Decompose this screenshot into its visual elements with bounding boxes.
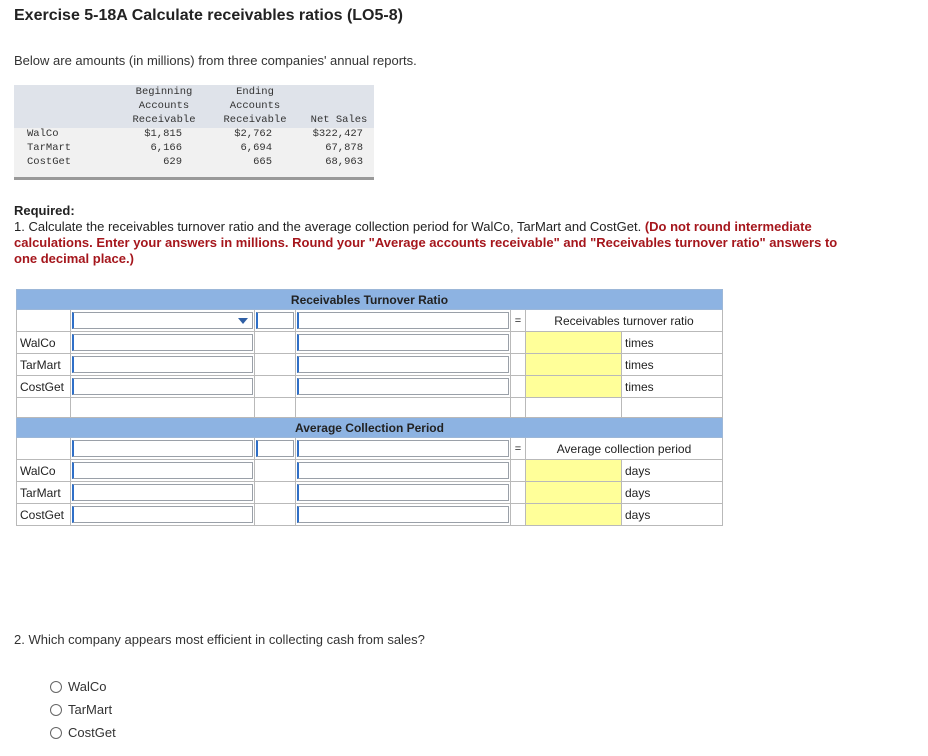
turnover-result-header: Receivables turnover ratio: [526, 310, 723, 332]
turnover-title: Receivables Turnover Ratio: [17, 290, 723, 310]
tarmart-ending-ar: 6,694: [240, 142, 272, 154]
tarmart-collection-numerator[interactable]: [72, 484, 253, 501]
question-2: 2. Which company appears most efficient in collecting cash from sales?: [14, 632, 425, 647]
collection-title: Average Collection Period: [17, 418, 723, 438]
tarmart-collection-denominator[interactable]: [297, 484, 509, 501]
option-costget[interactable]: [50, 725, 116, 740]
collection-unit: days: [622, 460, 723, 482]
collection-denominator-select[interactable]: [297, 440, 509, 457]
col-header-ending-ar: Ending Accounts Receivable: [223, 86, 287, 126]
required-text: 1. Calculate the receivables turnover ratio and the average collection period for WalCo, TarMart and CostGet.: [14, 219, 642, 234]
option-walco[interactable]: [50, 679, 107, 694]
collection-row-company: CostGet: [17, 504, 71, 526]
radio-button[interactable]: [50, 704, 62, 716]
option-label: WalCo: [68, 679, 107, 694]
collection-operator-select[interactable]: [256, 440, 294, 457]
required-label: Required:: [14, 203, 75, 218]
turnover-row-company: CostGet: [17, 376, 71, 398]
tarmart-beginning-ar: 6,166: [150, 142, 182, 154]
required-text-block: [14, 219, 854, 267]
tarmart-denominator-input[interactable]: [297, 356, 509, 373]
costget-turnover-answer[interactable]: [526, 376, 622, 398]
required-instructions: [14, 203, 854, 267]
numerator-select[interactable]: [72, 312, 253, 329]
exercise-title: Exercise 5-18A Calculate receivables ratios (LO5-8): [14, 7, 403, 24]
rounding-instruction: (Do not round intermediate calculations. Enter your answers in millions. Round your "Average accounts receivable" and "Receivables turnover ratio" answers to one decimal place.): [14, 219, 838, 266]
costget-ending-ar: 665: [253, 156, 272, 168]
collection-result-header: Average collection period: [526, 438, 723, 460]
tarmart-turnover-answer[interactable]: [526, 354, 622, 376]
option-label: CostGet: [68, 725, 116, 740]
division-operator-select[interactable]: [256, 312, 294, 329]
row-name-costget: CostGet: [27, 156, 72, 168]
walco-collection-numerator[interactable]: [72, 462, 253, 479]
radio-button[interactable]: [50, 681, 62, 693]
costget-denominator-input[interactable]: [297, 378, 509, 395]
row-name-tarmart: TarMart: [27, 142, 72, 154]
radio-button[interactable]: [50, 727, 62, 739]
costget-collection-denominator[interactable]: [297, 506, 509, 523]
chevron-down-icon[interactable]: [238, 318, 248, 324]
costget-beginning-ar: 629: [163, 156, 182, 168]
costget-numerator-input[interactable]: [72, 378, 253, 395]
col-header-beginning-ar: Beginning Accounts Receivable: [132, 86, 196, 126]
turnover-worksheet: [16, 289, 723, 526]
col-header-net-sales: Net Sales: [310, 114, 368, 126]
walco-collection-denominator[interactable]: [297, 462, 509, 479]
costget-collection-numerator[interactable]: [72, 506, 253, 523]
turnover-row-company: TarMart: [17, 354, 71, 376]
denominator-select[interactable]: [297, 312, 509, 329]
collection-row-company: WalCo: [17, 460, 71, 482]
turnover-unit: times: [622, 354, 723, 376]
row-name-walco: WalCo: [27, 128, 59, 140]
walco-net-sales: $322,427: [312, 128, 363, 140]
walco-numerator-input[interactable]: [72, 334, 253, 351]
equals-sign: =: [511, 438, 526, 460]
collection-numerator-select[interactable]: [72, 440, 253, 457]
walco-turnover-answer[interactable]: [526, 332, 622, 354]
walco-denominator-input[interactable]: [297, 334, 509, 351]
option-label: TarMart: [68, 702, 113, 717]
equals-sign: =: [511, 310, 526, 332]
costget-collection-answer[interactable]: [526, 504, 622, 526]
walco-ending-ar: $2,762: [234, 128, 272, 140]
intro-text: Below are amounts (in millions) from three companies' annual reports.: [14, 53, 417, 68]
walco-beginning-ar: $1,815: [144, 128, 182, 140]
turnover-row-company: WalCo: [17, 332, 71, 354]
turnover-unit: times: [622, 376, 723, 398]
collection-unit: days: [622, 504, 723, 526]
given-data-table: [14, 85, 374, 182]
option-tarmart[interactable]: [50, 702, 112, 717]
costget-net-sales: 68,963: [325, 156, 363, 168]
turnover-unit: times: [622, 332, 723, 354]
tarmart-net-sales: 67,878: [325, 142, 363, 154]
tarmart-collection-answer[interactable]: [526, 482, 622, 504]
collection-unit: days: [622, 482, 723, 504]
walco-collection-answer[interactable]: [526, 460, 622, 482]
collection-row-company: TarMart: [17, 482, 71, 504]
tarmart-numerator-input[interactable]: [72, 356, 253, 373]
